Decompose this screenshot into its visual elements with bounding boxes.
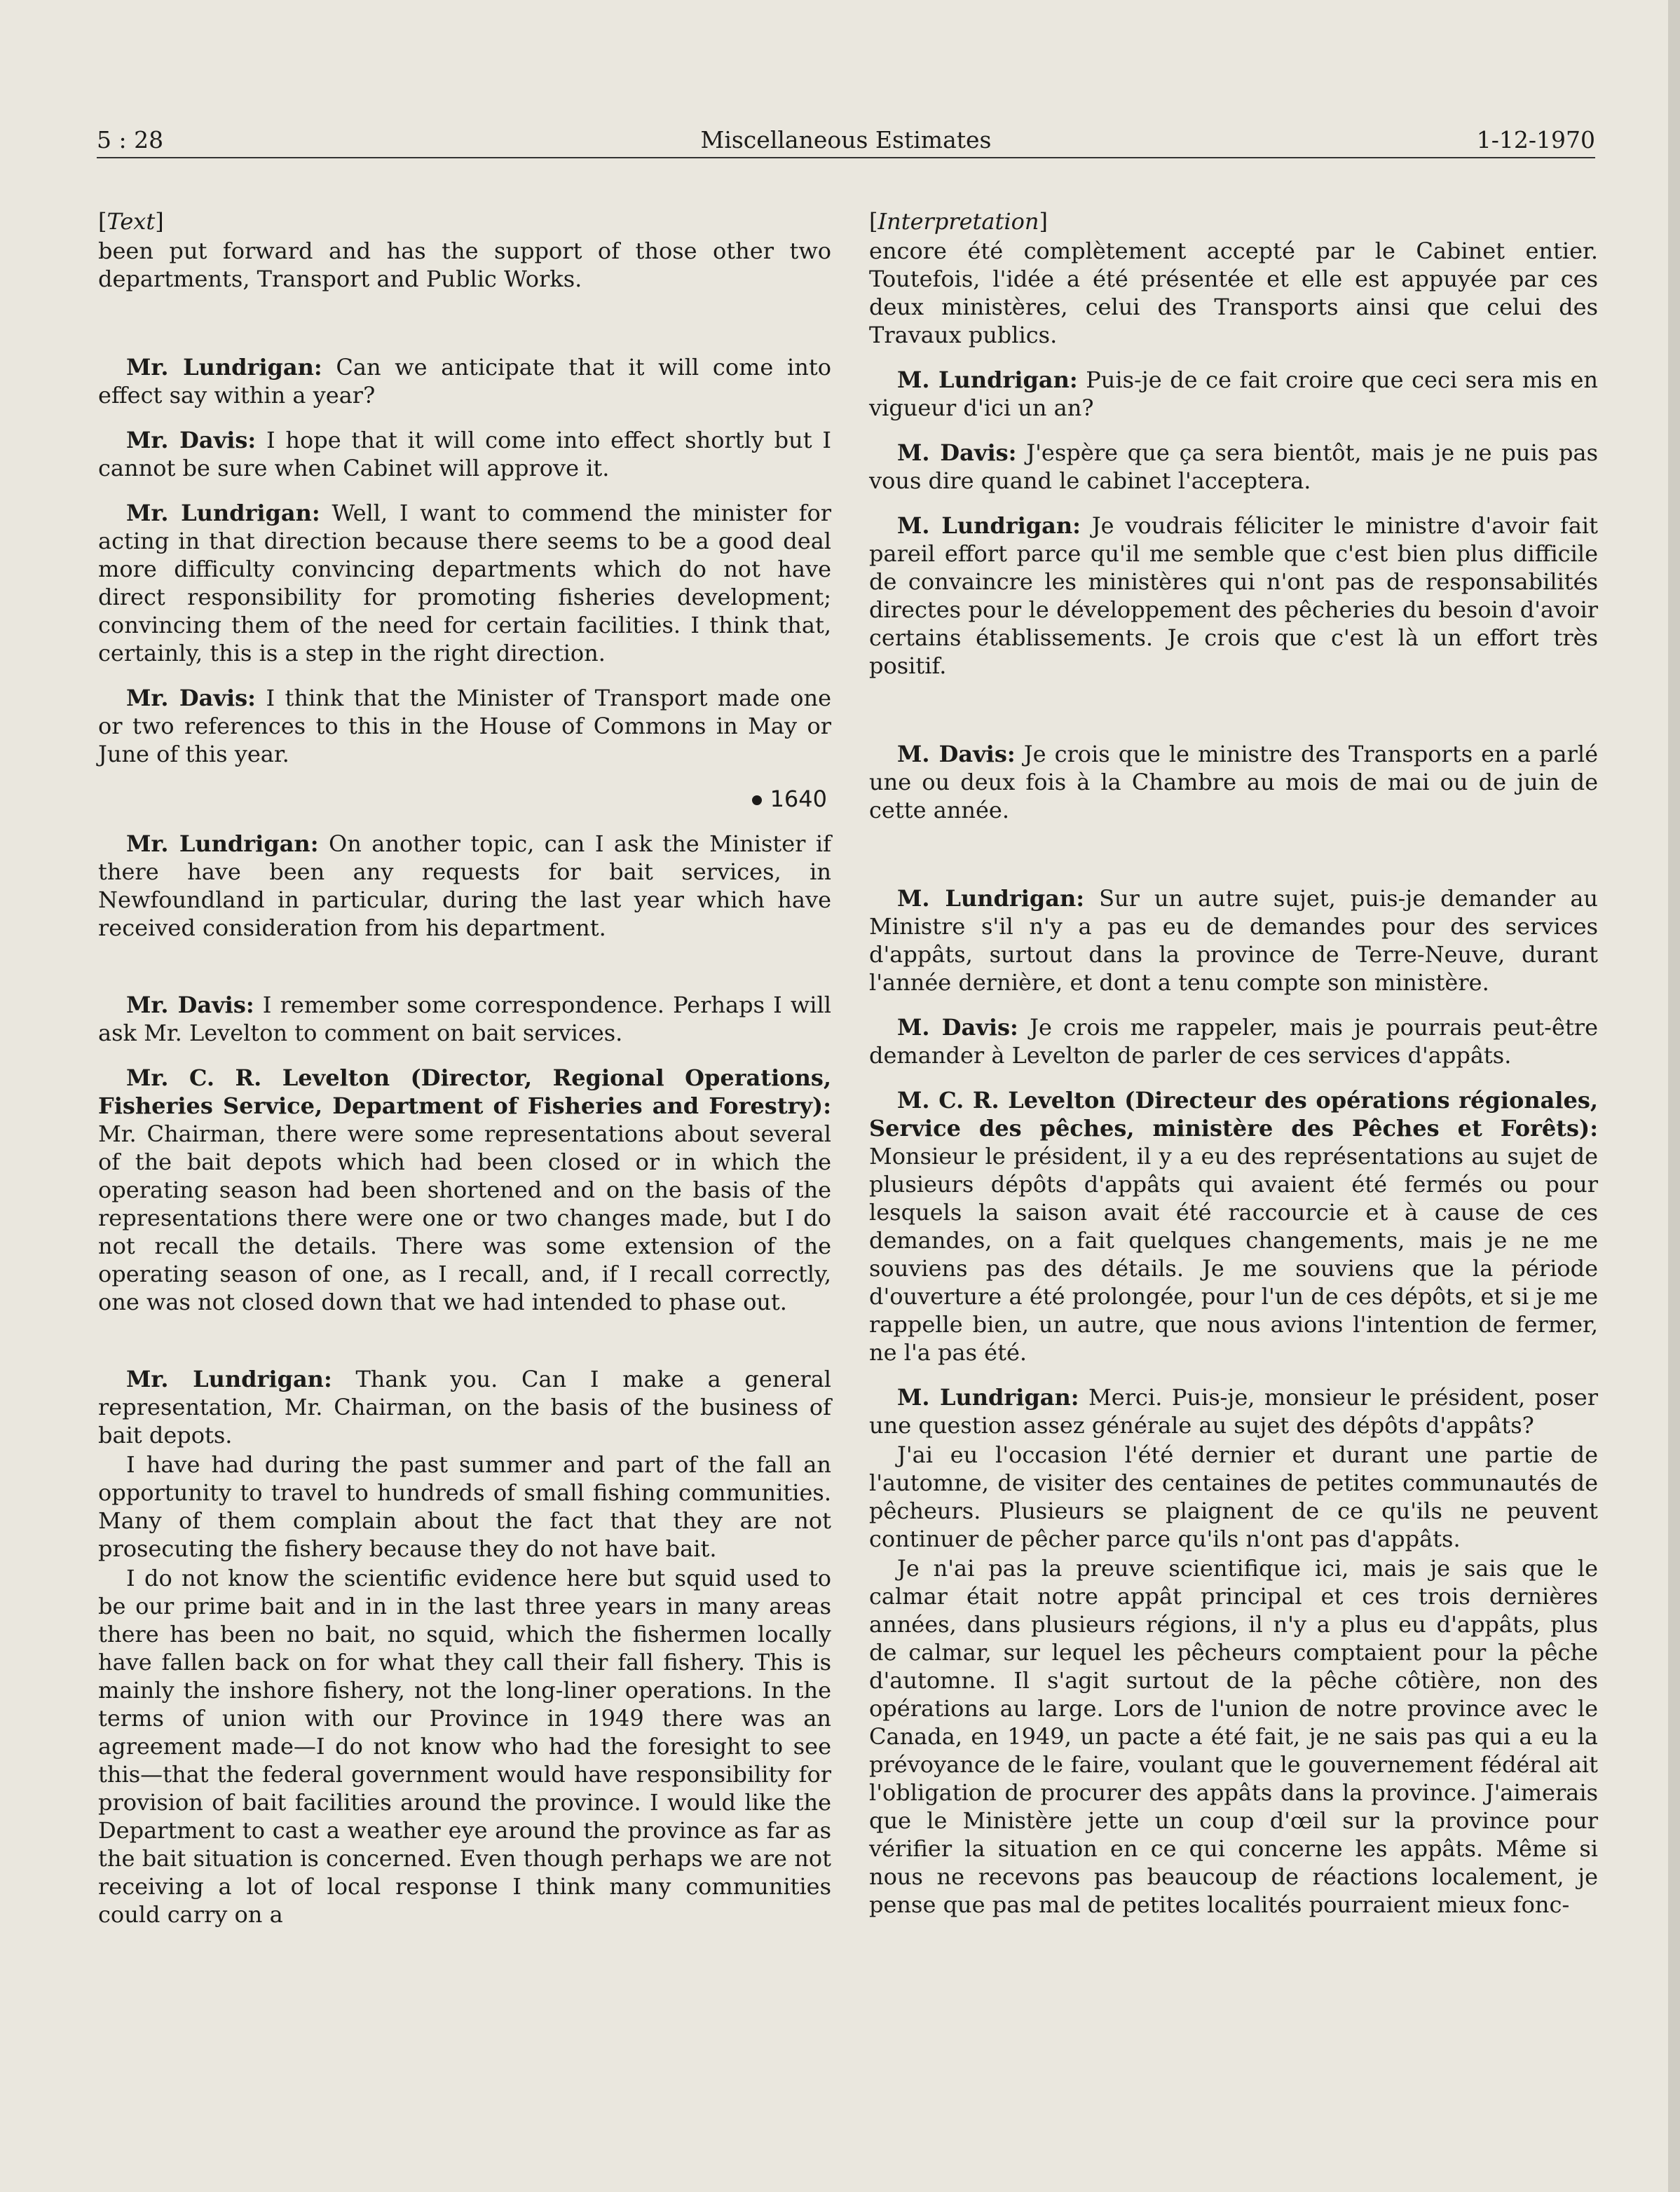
header-date: 1-12-1970 — [1476, 126, 1595, 153]
page-header — [97, 125, 1595, 156]
speech — [98, 991, 831, 1047]
speech — [98, 499, 831, 667]
section-tag: [Interpretation] — [869, 208, 1048, 235]
paragraph: encore été complètement accepté par le Cabinet entier. Toutefois, l'idée a été présentée et elle est appuyée par ces deux ministères, celui des Transports ainsi que celui des Travaux publics. — [869, 238, 1598, 348]
speech-text: I hope that it will come into effect shortly but I cannot be sure when Cabinet will approve it. — [98, 427, 832, 481]
speech — [869, 1086, 1598, 1366]
paragraph: been put forward and has the support of those other two departments, Transport and Public Works. — [98, 238, 831, 292]
speech-text: Can we anticipate that it will come into effect say within a year? — [98, 354, 832, 409]
speech-text: Je voudrais féliciter le ministre d'avoir fait pareil effort parce qu'il me semble que c'est bien plus difficile de convaincre les ministères qui n'ont pas de responsabilités directes pour le développement des pêcheries du besoin d'avoir certains établissements. Je crois que c'est là un effort très positif. — [869, 512, 1599, 679]
speaker-name: Mr. Davis: — [126, 427, 257, 453]
speech — [869, 740, 1598, 824]
speaker-name: Mr. Davis: — [126, 685, 256, 711]
paragraph: I do not know the scientific evidence here but squid used to be our prime bait and in in the last three years in many areas there has been no bait, no squid, which the fishermen locally have fallen back on for what they call their fall fishery. This is mainly the inshore fishery, not the long-liner operations. In the terms of union with our Province in 1949 there was an agreement made—I do not know who had the foresight to see this—that the federal government would have responsibility for provision of bait facilities around the province. I would like the Department to cast a weather eye around the province as far as the bait situation is concerned. Even though perhaps we are not receiving a lot of local response I think many communities could carry on a — [98, 1565, 831, 1928]
page-number: 5 : 28 — [97, 126, 164, 153]
speaker-name: M. Lundrigan: — [897, 1384, 1079, 1411]
speaker-name: M. Davis: — [897, 439, 1017, 466]
bullet-icon — [752, 795, 762, 805]
speech-text: Mr. Chairman, there were some representations about several of the bait depots which had been closed or in which the operating season had been shortened and on the basis of the representations there were one or two changes made, but I do not recall the details. There was some extension of the operating season of one, as I recall, and, if I recall correctly, one was not closed down that we had intended to phase out. — [98, 1121, 831, 1315]
speech — [98, 684, 831, 768]
speaker-name: M. Lundrigan: — [897, 367, 1078, 393]
section-tag: [Text] — [98, 208, 164, 235]
speaker-name: Mr. Lundrigan: — [126, 354, 322, 381]
speech — [869, 1013, 1598, 1069]
time-marker — [98, 785, 831, 813]
speaker-name: Mr. Lundrigan: — [126, 500, 320, 526]
speech-text: Puis-je de ce fait croire que ceci sera mis en vigueur d'ici un an? — [869, 367, 1599, 421]
speaker-name: M. Davis: — [897, 741, 1016, 767]
speech-text: Sur un autre sujet, puis-je demander au Ministre s'il n'y a pas eu de demandes pour des services d'appâts, surtout dans la province de Terre-Neuve, durant l'année dernière, et dont a tenu compte son ministère. — [869, 885, 1599, 996]
speech-text: Merci. Puis-je, monsieur le président, poser une question assez générale au sujet des dépôts d'appâts? — [869, 1384, 1599, 1439]
speech-text: Je crois me rappeler, mais je pourrais peut-être demander à Levelton de parler de ces services d'appâts. — [869, 1014, 1599, 1069]
speech-text: J'espère que ça sera bientôt, mais je ne puis pas vous dire quand le cabinet l'acceptera. — [869, 439, 1599, 494]
speech — [869, 512, 1598, 680]
speech — [98, 353, 831, 409]
speaker-name: Mr. Lundrigan: — [126, 1366, 332, 1392]
paragraph: I have had during the past summer and part of the fall an opportunity to travel to hundreds of small fishing communities. Many of them complain about the fact that they are not prosecuting the fishery because they do not have bait. — [98, 1451, 831, 1562]
speech-text: On another topic, can I ask the Minister if there have been any requests for bait services, in Newfoundland in particular, during the last year which have received consideration from his department. — [98, 830, 832, 941]
speech — [869, 439, 1598, 495]
speech — [98, 1365, 831, 1449]
speech — [98, 830, 831, 942]
speech — [98, 1064, 831, 1316]
speech-text: I remember some correspondence. Perhaps I will ask Mr. Levelton to comment on bait services. — [98, 992, 832, 1046]
speech — [869, 884, 1598, 996]
paragraph: Je n'ai pas la preuve scientifique ici, mais je sais que le calmar était notre appât principal et ces trois dernières années, dans plusieurs régions, il n'y a plus eu d'appâts, plus de calmar, sur lequel les pêcheurs comptaient pour la pêche d'automne. Il s'agit surtout de la pêche côtière, non des opérations au large. Lors de l'union de notre province avec le Canada, en 1949, un pacte a été fait, je ne sais pas qui a eu la prévoyance de le faire, voulant que le gouvernement fédéral ait l'obligation de procurer des appâts dans la province. J'aimerais que le Ministère jette un coup d'œil sur la province pour vérifier la situation en ce qui concerne les appâts. Même si nous ne recevons pas beaucoup de réactions localement, je pense que pas mal de petites localités pourraient mieux fonc- — [869, 1555, 1598, 1918]
speech — [869, 366, 1598, 422]
speech-text: Monsieur le président, il y a eu des représentations au sujet de plusieurs dépôts d'appâts qui avaient été fermés ou pour lesquels la saison avait été raccourcie et à cause de ces demandes, on a fait quelques changements, mais je ne me souviens pas des détails. Je me souviens que la période d'ouverture a été prolongée, pour l'un de ces dépôts, et si je me rappelle bien, un autre, que nous avions l'intention de fermer, ne l'a pas été. — [869, 1143, 1598, 1366]
speaker-name: Mr. C. R. Levelton (Director, Regional Operations, Fisheries Service, Department of Fisheries and Forestry): — [98, 1064, 831, 1119]
speech-text: Je crois que le ministre des Transports en a parlé une ou deux fois à la Chambre au mois de mai ou de juin de cette année. — [869, 741, 1599, 823]
speech-text: I think that the Minister of Transport made one or two references to this in the House of Commons in May or June of this year. — [98, 685, 832, 767]
speech — [98, 426, 831, 482]
speech — [869, 1383, 1598, 1439]
speaker-name: Mr. Davis: — [126, 992, 254, 1018]
header-rule — [97, 157, 1595, 158]
running-title: Miscellaneous Estimates — [700, 126, 992, 153]
time-marker-text: 1640 — [770, 786, 827, 812]
section-tag-label: Text — [107, 208, 156, 235]
speaker-name: M. Lundrigan: — [897, 512, 1081, 539]
french-column — [869, 207, 1598, 1919]
speaker-name: M. Davis: — [897, 1014, 1018, 1041]
english-column — [98, 207, 831, 1929]
speech-text: Thank you. Can I make a general representation, Mr. Chairman, on the basis of the business of bait depots. — [98, 1366, 832, 1448]
paragraph: J'ai eu l'occasion l'été dernier et durant une partie de l'automne, de visiter des centaines de petites communautés de pêcheurs. Plusieurs se plaignent de ce qu'ils ne peuvent continuer de pêcher parce qu'ils n'ont pas d'appâts. — [869, 1441, 1598, 1552]
speech-text: Well, I want to commend the minister for acting in that direction because there seems to be a good deal more difficulty convincing departments which do not have direct responsibility for promoting fisheries development; convincing them of the need for certain facilities. I think that, certainly, this is a step in the right direction. — [98, 500, 832, 666]
section-tag-label: Interpretation — [877, 208, 1039, 235]
speaker-name: M. Lundrigan: — [897, 885, 1085, 912]
page-edge — [1668, 0, 1680, 2192]
speaker-name: Mr. Lundrigan: — [126, 830, 319, 857]
speaker-name: M. C. R. Levelton (Directeur des opérations régionales, Service des pêches, ministère des Pêches et Forêts): — [869, 1087, 1598, 1142]
